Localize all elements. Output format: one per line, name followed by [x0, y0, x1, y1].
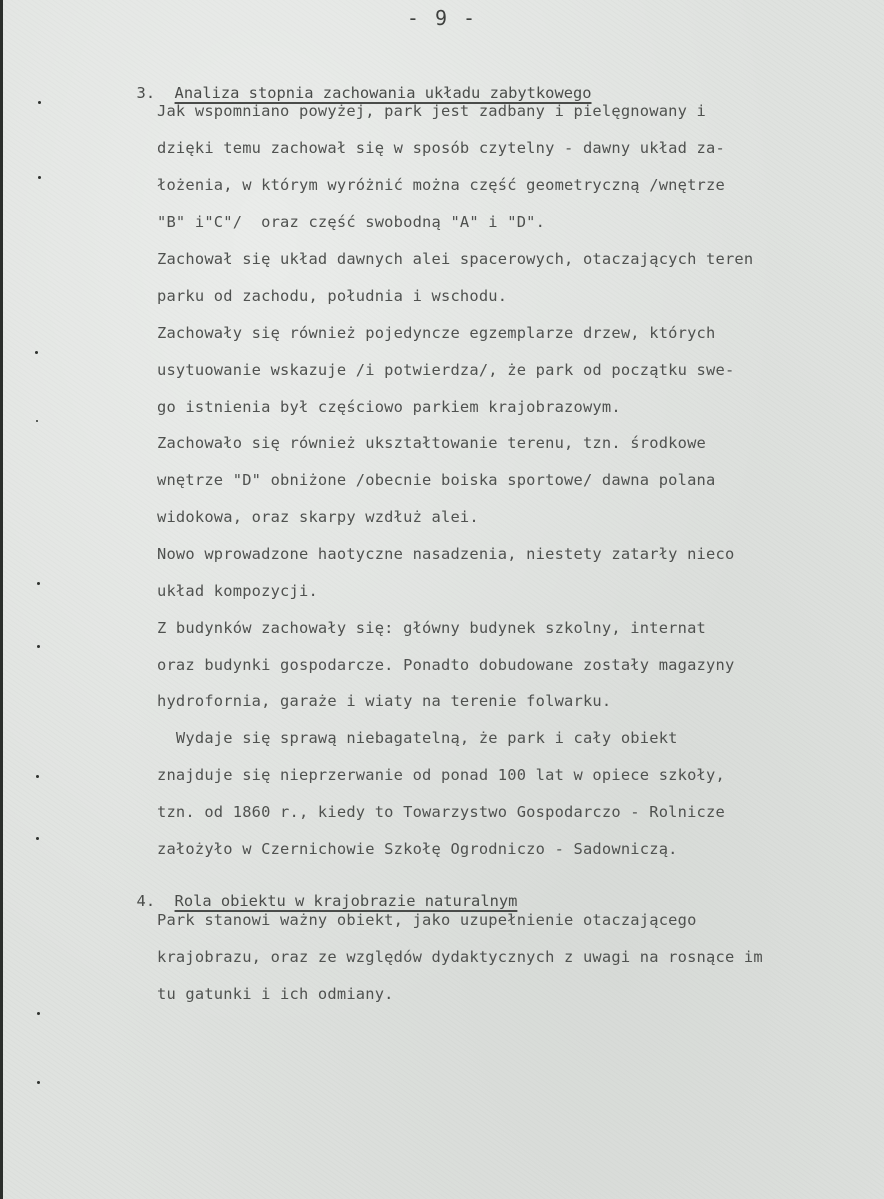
text-line: dzięki temu zachował się w sposób czytelny - dawny układ za- [157, 139, 725, 157]
margin-dot [37, 582, 40, 585]
text-line: krajobrazu, oraz ze względów dydaktycznych z uwagi na rosnące im [157, 948, 763, 966]
scan-left-edge [0, 0, 3, 1199]
margin-dot [36, 837, 39, 840]
text-line: Zachował się układ dawnych alei spacerowych, otaczających teren [157, 250, 754, 268]
text-line: układ kompozycji. [157, 582, 318, 600]
margin-dot [37, 1081, 40, 1084]
page-number: - 9 - [406, 6, 478, 30]
text-line: Nowo wprowadzone haotyczne nasadzenia, niestety zatarły nieco [157, 545, 735, 563]
text-line: go istnienia był częściowo parkiem krajobrazowym. [157, 398, 621, 416]
text-line: Park stanowi ważny obiekt, jako uzupełnienie otaczającego [157, 911, 697, 929]
text-line: łożenia, w którym wyróżnić można część geometryczną /wnętrze [157, 176, 725, 194]
section-heading [118, 66, 592, 102]
section-title: Analiza stopnia zachowania układu zabytkowego [174, 84, 592, 102]
text-line: parku od zachodu, południa i wschodu. [157, 287, 508, 305]
text-line: usytuowanie wskazuje /i potwierdza/, że park od początku swe- [157, 361, 735, 379]
section-number: 4. [136, 892, 156, 910]
margin-dot [36, 420, 38, 422]
margin-dot [38, 101, 41, 104]
section-number: 3. [136, 84, 156, 102]
text-line: Wydaje się sprawą niebagatelną, że park i cały obiekt [157, 729, 678, 747]
margin-dot [38, 176, 41, 179]
margin-dot [37, 645, 40, 648]
text-line: Z budynków zachowały się: główny budynek szkolny, internat [157, 619, 707, 637]
text-line: oraz budynki gospodarcze. Ponadto dobudowane zostały magazyny [157, 656, 735, 674]
text-line: znajduje się nieprzerwanie od ponad 100 lat w opiece szkoły, [157, 766, 725, 784]
section-heading [118, 874, 517, 910]
margin-dot [36, 775, 39, 778]
margin-dot [37, 1012, 40, 1015]
text-line: tu gatunki i ich odmiany. [157, 985, 394, 1003]
text-line: Zachowały się również pojedyncze egzemplarze drzew, których [157, 324, 716, 342]
text-line: "B" i"C"/ oraz część swobodną "A" i "D". [157, 213, 546, 231]
text-line: Jak wspomniano powyżej, park jest zadbany i pielęgnowany i [157, 102, 707, 120]
text-line: wnętrze "D" obniżone /obecnie boiska sportowe/ dawna polana [157, 471, 716, 489]
section-title: Rola obiektu w krajobrazie naturalnym [174, 892, 518, 910]
margin-dot [35, 351, 38, 354]
text-line: założyło w Czernichowie Szkołę Ogrodniczo - Sadowniczą. [157, 840, 678, 858]
text-line: hydrofornia, garaże i wiaty na terenie folwarku. [157, 692, 612, 710]
text-line: widokowa, oraz skarpy wzdłuż alei. [157, 508, 479, 526]
text-line: Zachowało się również ukształtowanie terenu, tzn. środkowe [157, 434, 707, 452]
text-line: tzn. od 1860 r., kiedy to Towarzystwo Gospodarczo - Rolnicze [157, 803, 725, 821]
